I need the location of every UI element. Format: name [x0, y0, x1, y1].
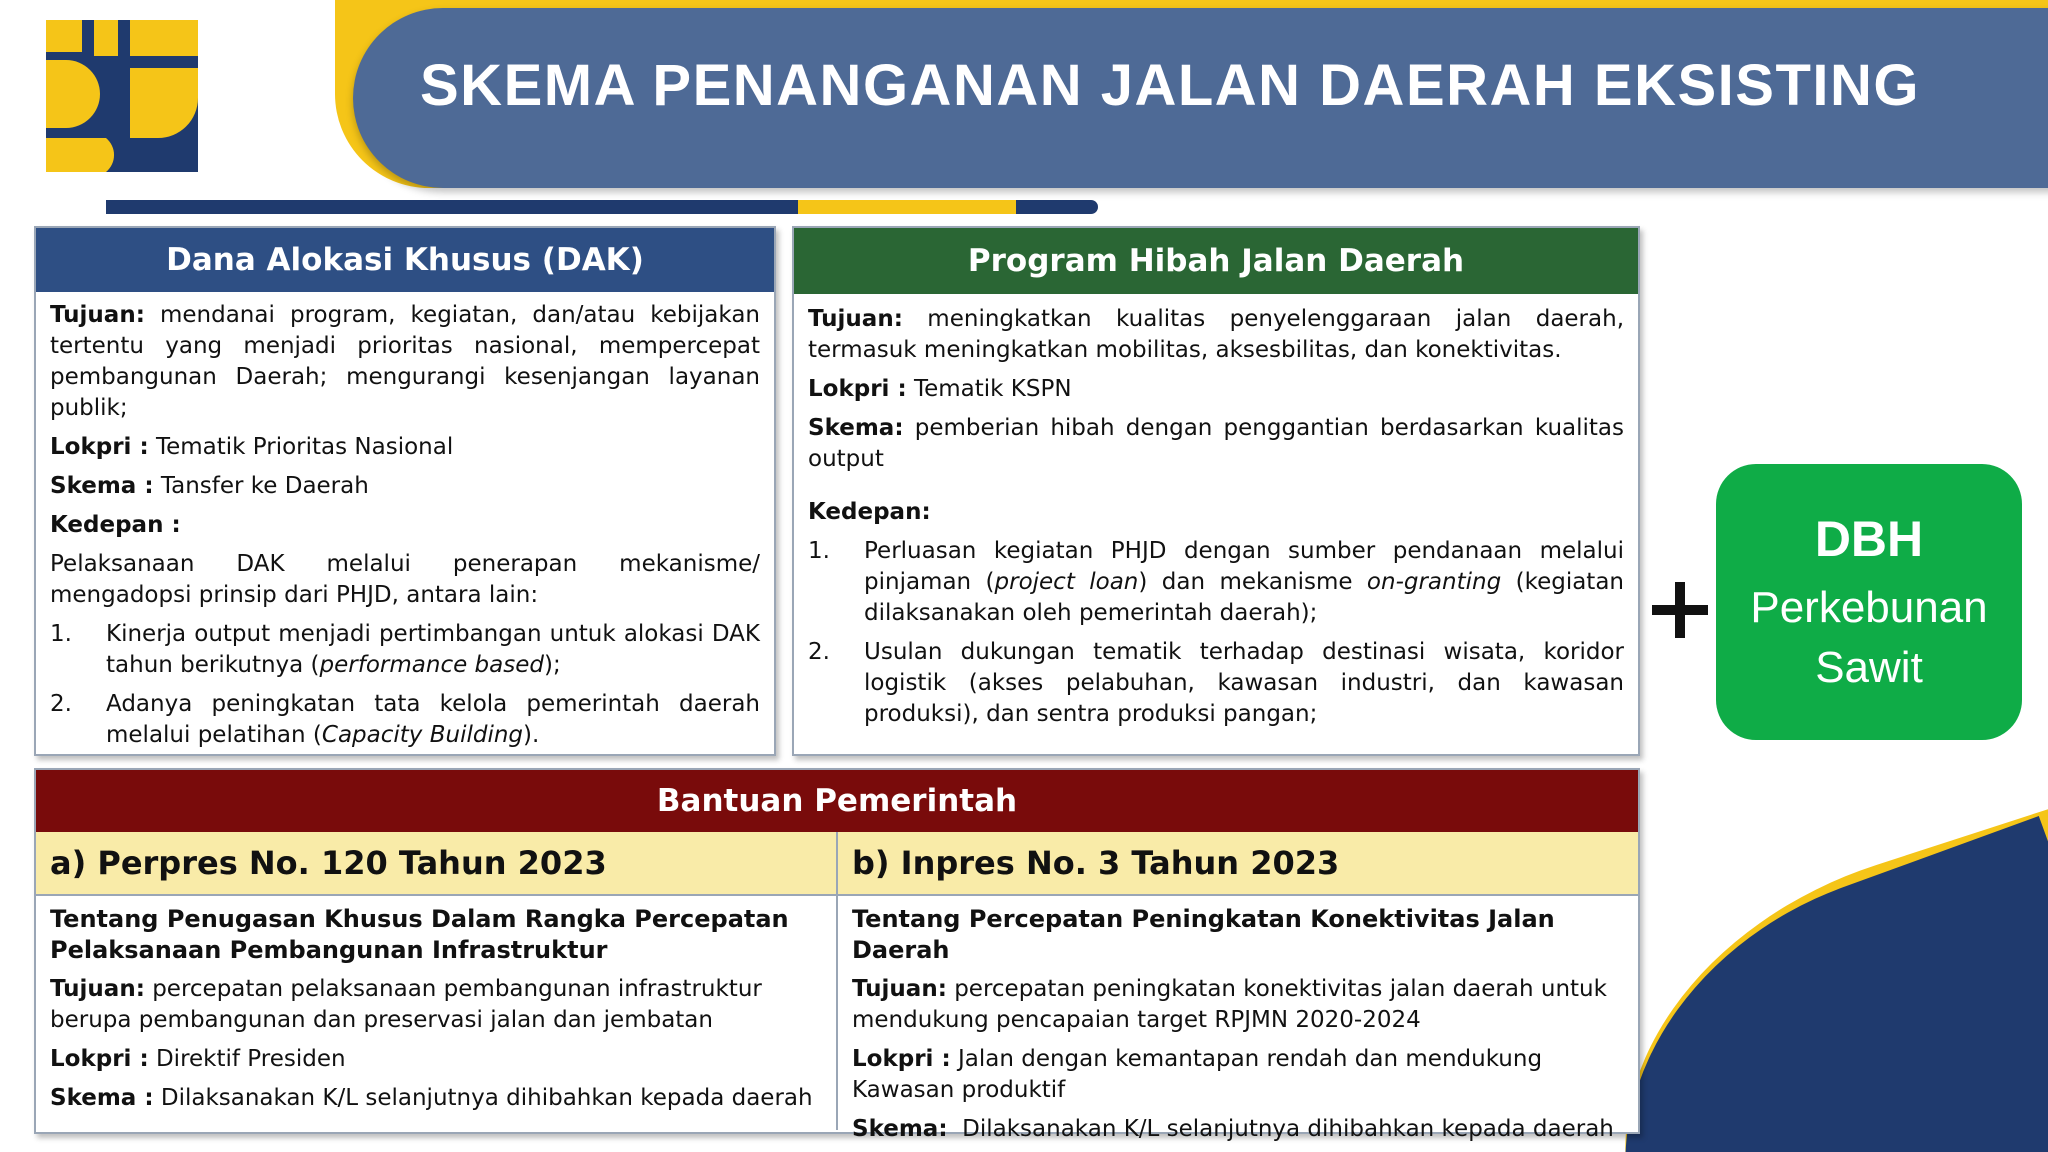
dak-kedepan-list [50, 619, 760, 751]
dak-panel [34, 226, 776, 756]
list-item: 1. Kinerja output menjadi pertimbangan untuk alokasi DAK tahun berikutnya (performance based); [50, 621, 760, 678]
dbh-title: DBH [1814, 511, 1924, 567]
page-title: SKEMA PENANGANAN JALAN DAERAH EKSISTING [420, 53, 1921, 118]
perpres-lokpri: Lokpri : Direktif Presiden [50, 1046, 346, 1072]
plus-icon [1652, 582, 1708, 638]
phjd-kedepan-label: Kedepan: [808, 499, 931, 525]
list-item: 1. Perluasan kegiatan PHJD dengan sumber pendanaan melalui pinjaman (project loan) dan mekanisme on-granting (kegiatan dilaksanakan oleh pemerintah daerah); [808, 538, 1624, 626]
dak-title: Dana Alokasi Khusus (DAK) [36, 228, 774, 292]
phjd-panel [792, 226, 1640, 756]
bantuan-columns [36, 832, 1638, 1142]
inpres-body [838, 896, 1638, 1145]
inpres-skema: Skema: Dilaksanakan K/L selanjutnya dihibahkan kepada daerah [852, 1116, 1614, 1142]
phjd-kedepan-list [808, 536, 1624, 730]
perpres-heading: a) Perpres No. 120 Tahun 2023 [36, 832, 836, 896]
dbh-line2: Sawit [1815, 643, 1923, 692]
inpres-tujuan: Tujuan: percepatan peningkatan konektivitas jalan daerah untuk mendukung pencapaian target RPJMN 2020-2024 [852, 976, 1607, 1033]
perpres-skema: Skema : Dilaksanakan K/L selanjutnya dihibahkan kepada daerah [50, 1085, 813, 1111]
dbh-card [1716, 464, 2022, 740]
dak-kedepan-label: Kedepan : [50, 512, 181, 538]
inpres-lokpri: Lokpri : Jalan dengan kemantapan rendah dan mendukung Kawasan produktif [852, 1046, 1543, 1103]
bantuan-title: Bantuan Pemerintah [36, 770, 1638, 832]
perpres-subtitle: Tentang Penugasan Khusus Dalam Rangka Percepatan Pelaksanaan Pembangunan Infrastruktur [50, 905, 789, 964]
divider-accent [798, 200, 1016, 214]
phjd-tujuan: Tujuan: meningkatkan kualitas penyelenggaraan jalan daerah, termasuk meningkatkan mobilitas, aksesbilitas, dan konektivitas. [808, 306, 1624, 363]
phjd-body [794, 294, 1638, 730]
dak-lokpri: Lokpri : Tematik Prioritas Nasional [50, 434, 454, 460]
inpres-column [838, 832, 1638, 1142]
perpres-column [36, 832, 838, 1130]
dak-kedepan-intro: Pelaksanaan DAK melalui penerapan mekanisme/ mengadopsi prinsip dari PHJD, antara lain: [50, 551, 760, 608]
list-item: 2. Usulan dukungan tematik terhadap destinasi wisata, koridor logistik (akses pelabuhan, kawasan industri, dan kawasan produksi), dan sentra produksi pangan; [808, 639, 1624, 727]
dak-tujuan: Tujuan: mendanai program, kegiatan, dan/atau kebijakan tertentu yang menjadi prioritas nasional, mempercepat pembangunan Daerah; mengurangi kesenjangan layanan publik; [50, 302, 760, 421]
perpres-tujuan: Tujuan: percepatan pelaksanaan pembangunan infrastruktur berupa pembangunan dan preservasi jalan dan jembatan [50, 976, 762, 1033]
pupr-logo-icon [46, 20, 198, 172]
inpres-heading: b) Inpres No. 3 Tahun 2023 [838, 832, 1638, 896]
bantuan-panel [34, 768, 1640, 1142]
perpres-body [36, 896, 836, 1114]
inpres-subtitle: Tentang Percepatan Peningkatan Konektivitas Jalan Daerah [852, 905, 1555, 964]
dak-body [36, 292, 774, 751]
phjd-lokpri: Lokpri : Tematik KSPN [808, 376, 1072, 402]
dak-skema: Skema : Tansfer ke Daerah [50, 473, 369, 499]
phjd-title: Program Hibah Jalan Daerah [794, 228, 1638, 294]
phjd-skema: Skema: pemberian hibah dengan penggantian berdasarkan kualitas output [808, 415, 1624, 472]
dbh-line1: Perkebunan [1750, 583, 1988, 632]
list-item: 2. Adanya peningkatan tata kelola pemerintah daerah melalui pelatihan (Capacity Building). [50, 691, 760, 748]
